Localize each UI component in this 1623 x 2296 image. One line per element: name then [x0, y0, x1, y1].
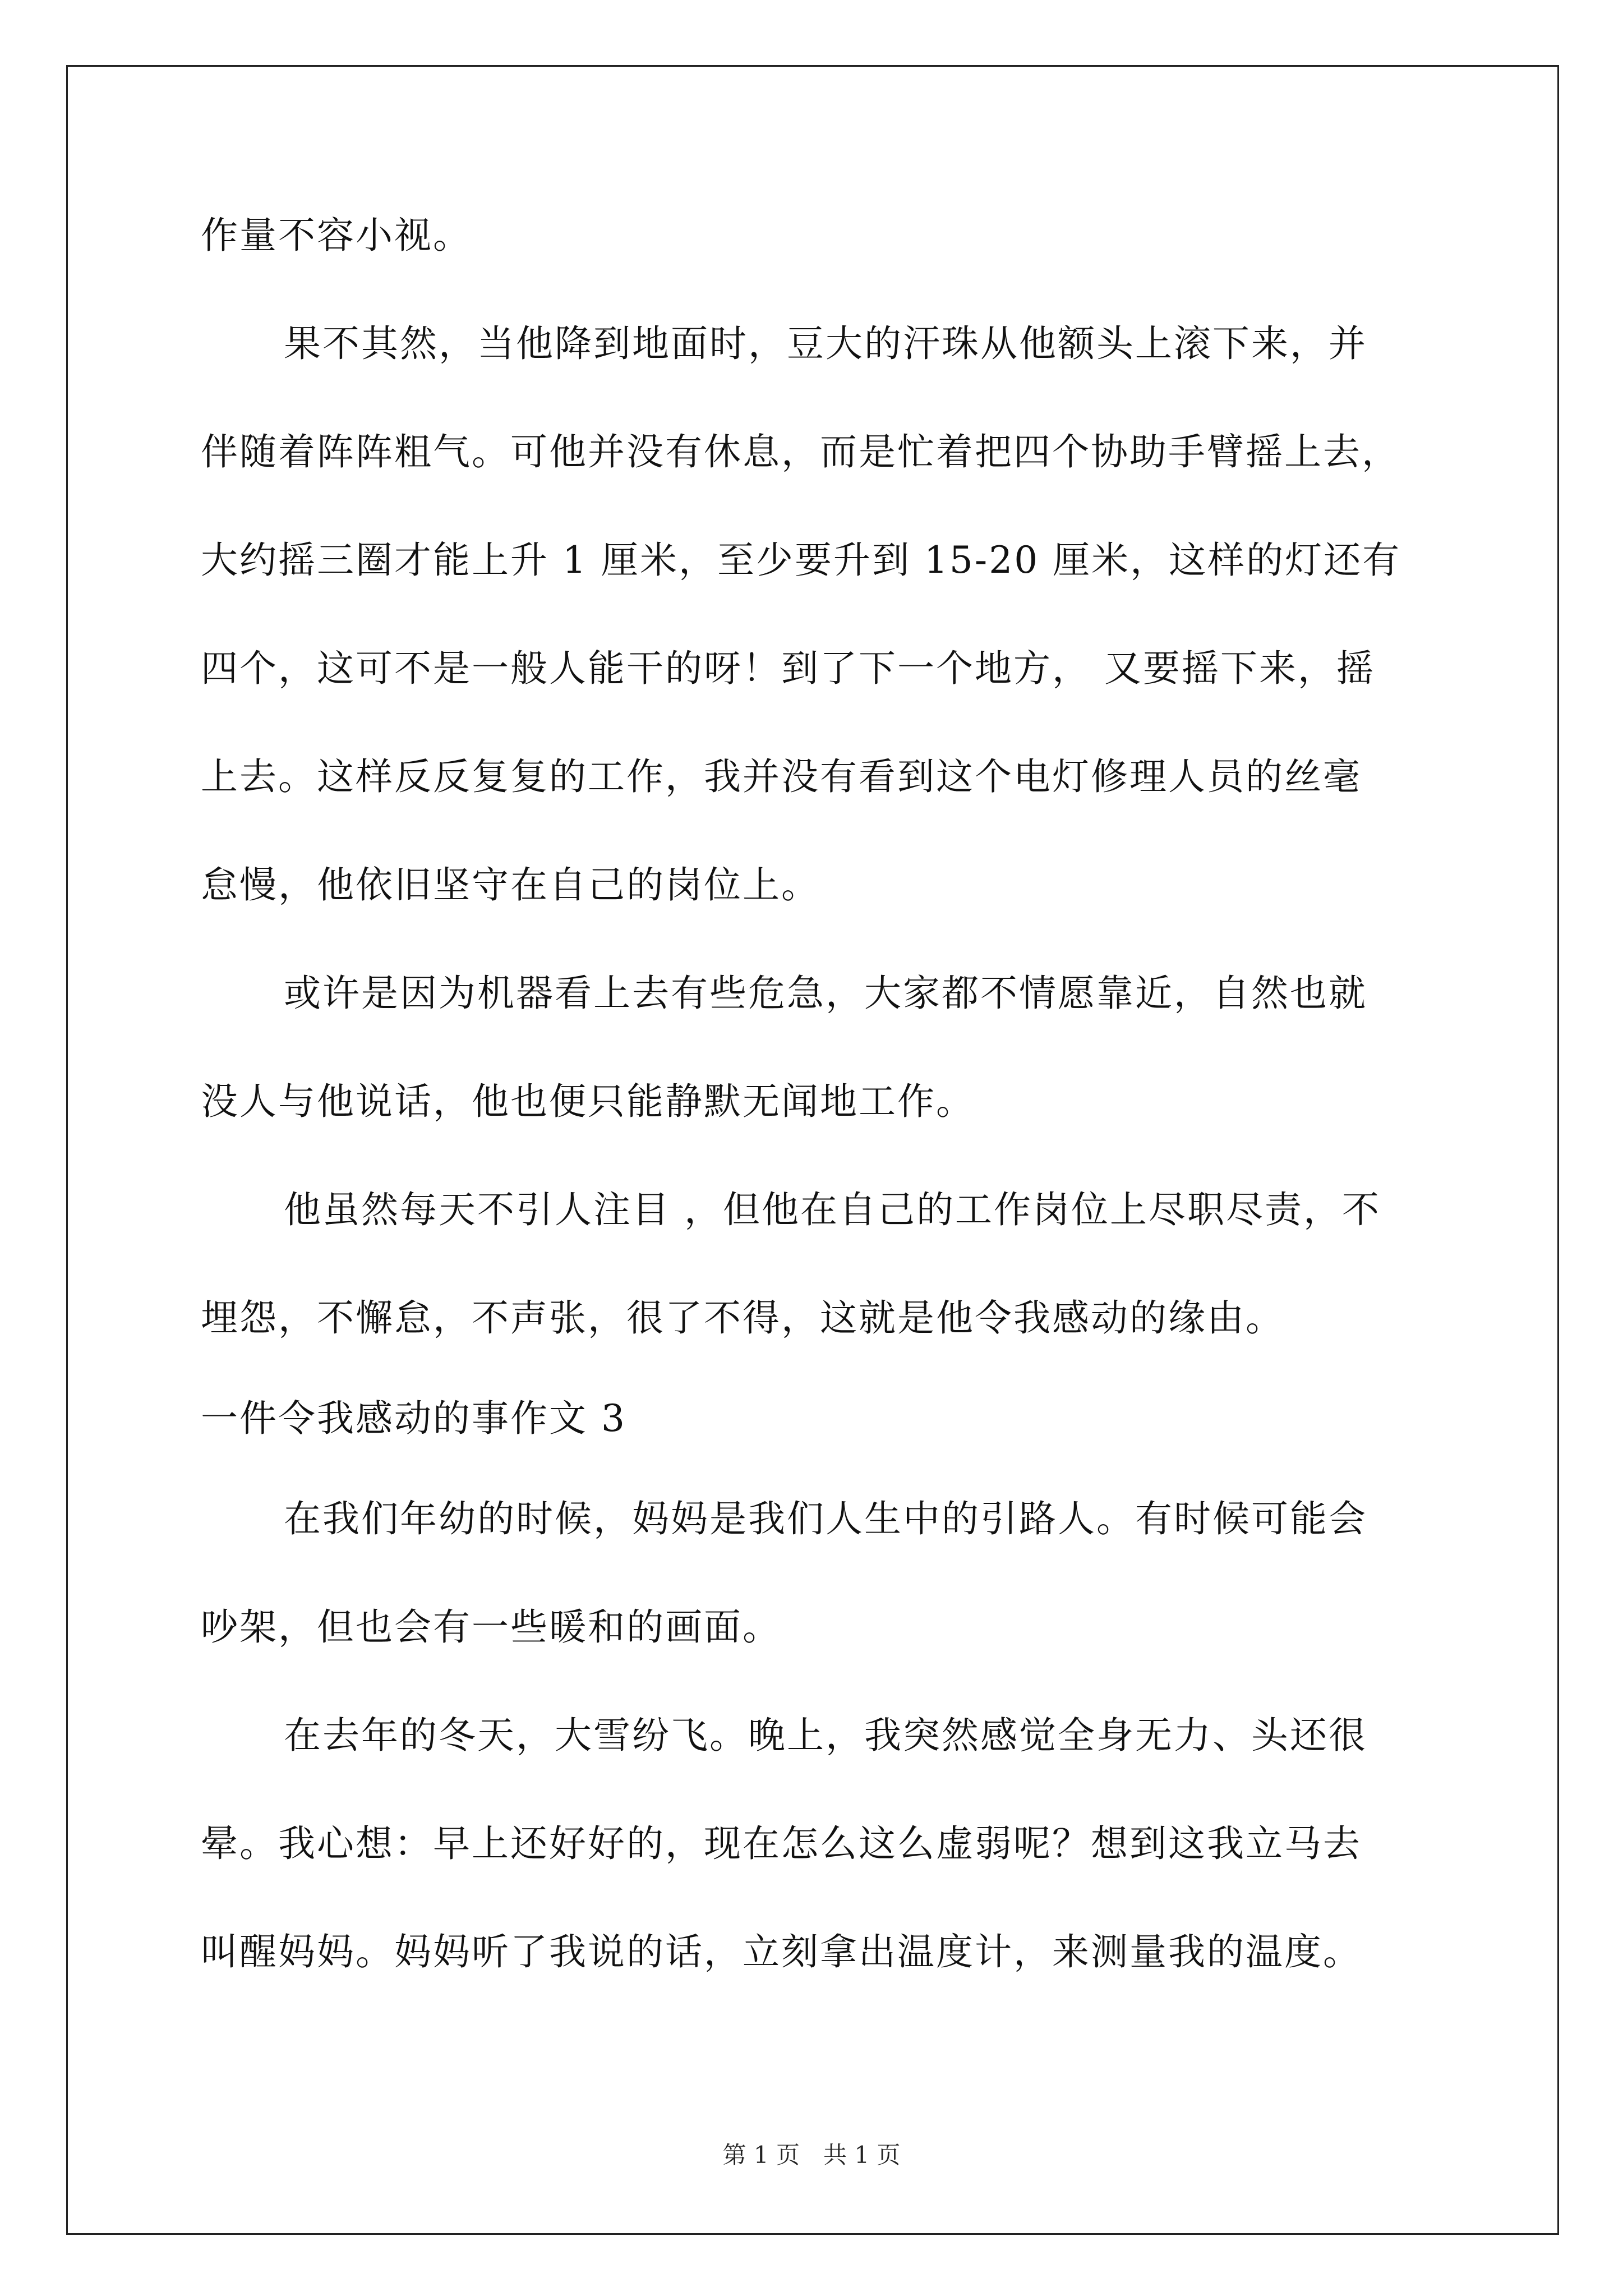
body-line: 大约摇三圈才能上升 1 厘米，至少要升到 15-20 厘米，这样的灯还有 [201, 539, 1401, 582]
body-line: 埋怨，不懈怠，不声张，很了不得，这就是他令我感动的缘由。 [201, 1296, 1284, 1340]
body-line: 叫醒妈妈。妈妈听了我说的话，立刻拿出温度计，来测量我的温度。 [201, 1930, 1362, 1973]
body-line: 怠慢，他依旧坚守在自己的岗位上。 [201, 863, 820, 907]
body-line: 作量不容小视。 [201, 214, 472, 257]
paragraph-start: 在去年的冬天，大雪纷飞。晚上，我突然感觉全身无力、头还很 [284, 1714, 1367, 1757]
body-line: 吵架，但也会有一些暖和的画面。 [201, 1605, 781, 1649]
body-line: 晕。我心想：早上还好好的，现在怎么这么虚弱呢？想到这我立马去 [201, 1822, 1362, 1865]
page-frame [66, 65, 1559, 2235]
paragraph-start: 在我们年幼的时候，妈妈是我们人生中的引路人。有时候可能会 [284, 1497, 1367, 1540]
page-number-footer: 第 1 页 共 1 页 [722, 2141, 901, 2169]
paragraph-start: 他虽然每天不引人注目 ，但他在自己的工作岗位上尽职尽责，不 [284, 1188, 1381, 1231]
body-line: 没人与他说话，他也便只能静默无闻地工作。 [201, 1080, 975, 1123]
body-line: 四个，这可不是一般人能干的呀！到了下一个地方， 又要摇下来，摇 [201, 647, 1375, 690]
body-line: 上去。这样反反复复的工作，我并没有看到这个电灯修理人员的丝毫 [201, 755, 1362, 798]
section-heading: 一件令我感动的事作文 3 [201, 1397, 626, 1440]
body-line: 伴随着阵阵粗气。可他并没有休息，而是忙着把四个协助手臂摇上去， [201, 430, 1400, 473]
paragraph-start: 或许是因为机器看上去有些危急，大家都不情愿靠近，自然也就 [284, 972, 1367, 1015]
paragraph-start: 果不其然，当他降到地面时，豆大的汗珠从他额头上滚下来，并 [284, 322, 1367, 365]
